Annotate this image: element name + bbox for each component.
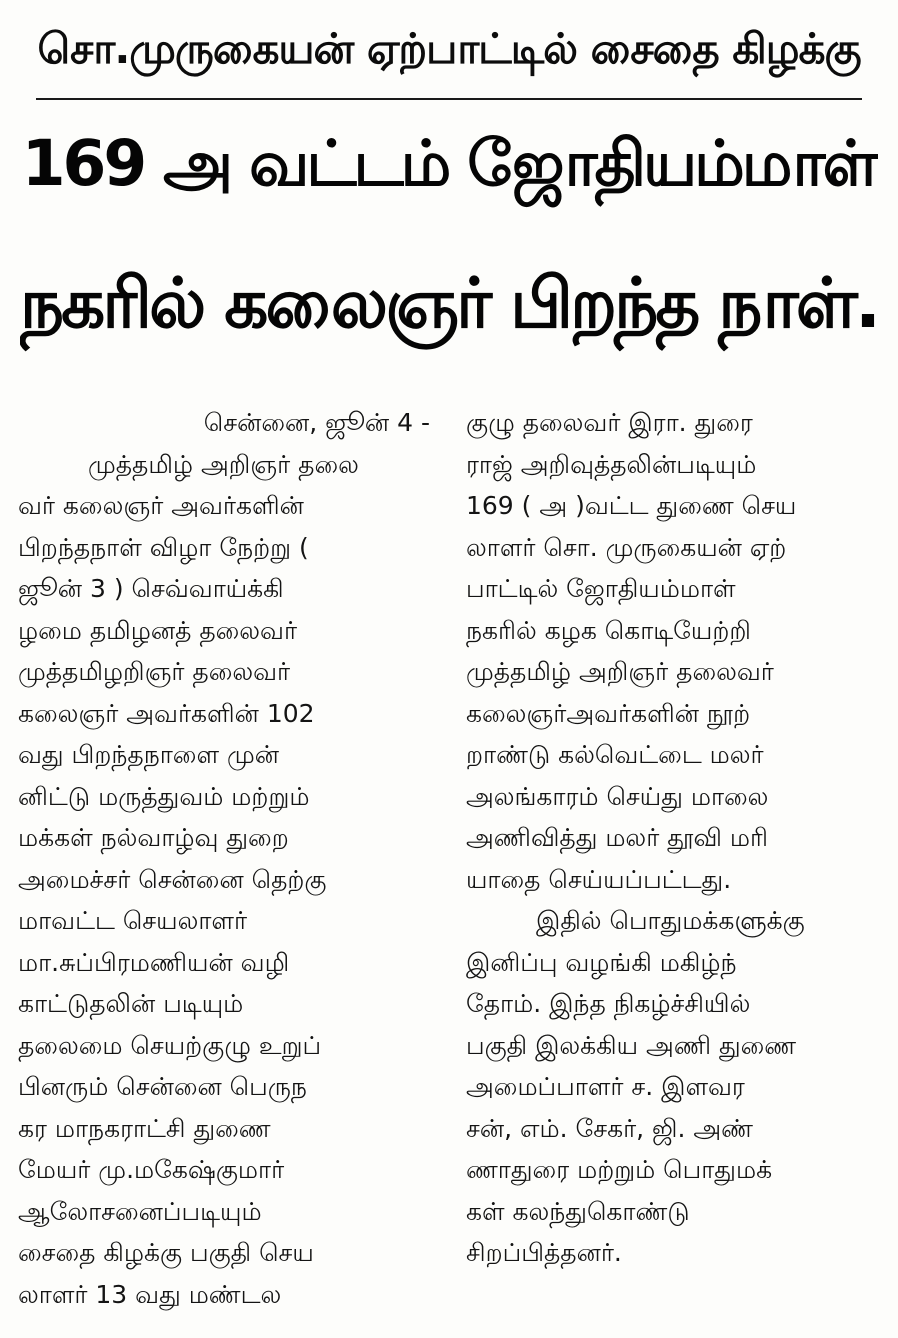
- article-text-line: பிறந்தநாள் விழா நேற்று (: [18, 532, 309, 562]
- headline-line-1: 169 அ வட்டம் ஜோதியம்மாள்: [21, 127, 877, 200]
- article-text-line: நகரில் கழக கொடியேற்றி: [466, 615, 751, 645]
- article-text-line: பினரும் சென்னை பெருந: [18, 1072, 307, 1101]
- article-text-line: மாவட்ட செயலாளர்: [18, 906, 248, 935]
- article-body-left-column: [18, 402, 442, 1315]
- article-text-line: னிட்டு மருத்துவம் மற்றும்: [18, 781, 310, 811]
- article-text-line: சைதை கிழக்கு பகுதி செய: [18, 1238, 314, 1267]
- article-text-line: தலைமை செயற்குழு உறுப்: [18, 1030, 322, 1060]
- article-text-line: இனிப்பு வழங்கி மகிழ்ந்: [466, 947, 737, 977]
- article-text-line: வர் கலைஞர் அவர்களின்: [18, 491, 304, 520]
- article-text-line: 169 ( அ )வட்ட துணை செய: [466, 491, 797, 520]
- article-text-line: அமைப்பாளர் ச. இளவர: [466, 1072, 745, 1101]
- article-text-line: லாளர் 13 வது மண்டல: [18, 1279, 282, 1309]
- article-text-line: முத்தமிழ் அறிஞர் தலைவர்: [466, 657, 774, 686]
- article-text-line: பகுதி இலக்கிய அணி துணை: [466, 1030, 797, 1060]
- article-text-line: கலைஞர்அவர்களின் நூற்: [466, 698, 751, 728]
- article-text-line: சிறப்பித்தனர்.: [466, 1238, 622, 1267]
- kicker-divider: [36, 98, 862, 100]
- article-text-line: ஆலோசனைப்படியும்: [18, 1196, 262, 1226]
- article-text-line: றாண்டு கல்வெட்டை மலர்: [466, 740, 764, 769]
- article-text-line: மா.சுப்பிரமணியன் வழி: [18, 947, 290, 977]
- article-text-line: குழு தலைவர் இரா. துரை: [466, 408, 753, 437]
- article-text-line: ராஜ் அறிவுத்தலின்படியும்: [466, 449, 757, 479]
- article-text-line: சன், எம். சேகர், ஜி. அண்: [466, 1113, 753, 1143]
- article-text-line: தோம். இந்த நிகழ்ச்சியில்: [466, 989, 751, 1018]
- article-text-line: இதில் பொதுமக்களுக்கு: [536, 906, 805, 935]
- article-text-line: யாதை செய்யப்பட்டது.: [466, 864, 732, 894]
- article-text-line: காட்டுதலின் படியும்: [18, 989, 244, 1018]
- article-text-line: அமைச்சர் சென்னை தெற்கு: [18, 864, 327, 894]
- article-text-line: அலங்காரம் செய்து மாலை: [466, 781, 769, 811]
- article-text-line: மேயர் மு.மகேஷ்குமார்: [18, 1155, 285, 1184]
- headline-line-2: நகரில் கலைஞர் பிறந்த நாள்.: [20, 263, 878, 344]
- article-text-line: மக்கள் நல்வாழ்வு துறை: [18, 823, 289, 852]
- article-text-line: வது பிறந்தநாளை முன்: [18, 740, 279, 769]
- article-text-line: பாட்டில் ஜோதியம்மாள்: [466, 574, 736, 603]
- article-body-right-column: [466, 402, 890, 1274]
- article-text-line: லாளர் சொ. முருகையன் ஏற்: [466, 532, 787, 562]
- article-text-line: ழமை தமிழனத் தலைவர்: [18, 615, 298, 645]
- article-text-line: அணிவித்து மலர் தூவி மரி: [466, 823, 769, 852]
- article-text-line: முத்தமிழ் அறிஞர் தலை: [88, 449, 359, 479]
- dateline: சென்னை, ஜூன் 4 -: [203, 408, 430, 437]
- article-text-line: கள் கலந்துகொண்டு: [466, 1196, 690, 1226]
- article-text-line: கர மாநகராட்சி துணை: [18, 1113, 271, 1143]
- article-text-line: முத்தமிழறிஞர் தலைவர்: [18, 657, 291, 686]
- article-kicker: சொ.முருகையன் ஏற்பாட்டில் சைதை கிழக்கு: [37, 23, 861, 73]
- article-text-line: ணாதுரை மற்றும் பொதுமக்: [466, 1155, 773, 1184]
- article-text-line: கலைஞர் அவர்களின் 102: [18, 698, 315, 728]
- article-text-line: ஜூன் 3 ) செவ்வாய்க்கி: [18, 574, 284, 603]
